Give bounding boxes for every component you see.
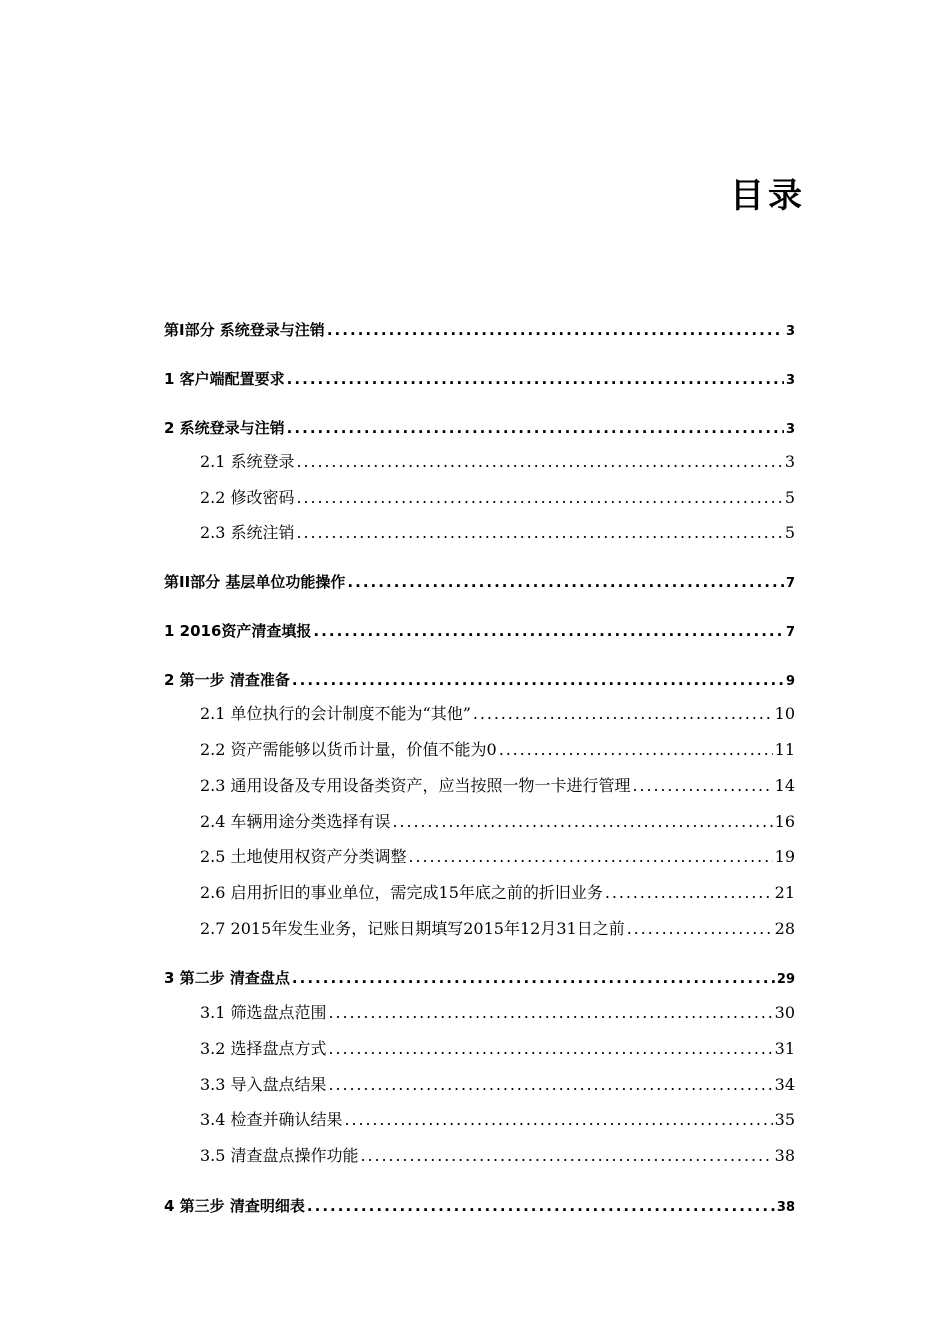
toc-leader-dots	[633, 776, 773, 796]
toc-entry[interactable]	[200, 488, 795, 508]
toc-entry-label: 2.1 单位执行的会计制度不能为“其他”	[200, 704, 471, 723]
toc-entry-label: 3.1 筛选盘点范围	[200, 1003, 327, 1022]
toc-page-number: 38	[774, 1146, 795, 1165]
toc-page-number: 28	[774, 919, 795, 938]
toc-entry[interactable]	[164, 621, 795, 643]
toc-page-number: 14	[774, 776, 795, 795]
toc-leader-dots	[627, 919, 773, 939]
toc-leader-dots	[287, 418, 784, 438]
toc-entry-label: 第I部分 系统登录与注销	[164, 321, 325, 339]
toc-page-number: 3	[785, 324, 795, 339]
toc-entry[interactable]	[200, 919, 795, 939]
toc-page-number: 21	[774, 883, 795, 902]
toc-page-number: 31	[774, 1039, 795, 1058]
toc-entry[interactable]	[164, 418, 795, 440]
toc-leader-dots	[393, 812, 773, 832]
toc-entry[interactable]	[200, 776, 795, 796]
toc-entry[interactable]	[200, 452, 795, 472]
toc-page-number: 5	[784, 523, 795, 542]
toc-entry-label: 3.5 清查盘点操作功能	[200, 1146, 359, 1165]
toc-leader-dots	[297, 488, 783, 508]
toc-leader-dots	[361, 1146, 773, 1166]
toc-entry-label: 1 2016资产清查填报	[164, 622, 312, 640]
toc-leader-dots	[473, 704, 773, 724]
toc-entry-label: 2 系统登录与注销	[164, 419, 285, 437]
toc-leader-dots	[327, 320, 784, 340]
toc-page-number: 19	[774, 847, 795, 866]
toc-page-number: 34	[774, 1075, 795, 1094]
toc-leader-dots	[292, 968, 775, 988]
toc-page-number: 16	[774, 812, 795, 831]
toc-leader-dots	[297, 452, 783, 472]
toc-entry-label: 2.2 资产需能够以货币计量，价值不能为0	[200, 740, 497, 759]
toc-entry[interactable]	[200, 847, 795, 867]
toc-leader-dots	[329, 1003, 773, 1023]
toc-leader-dots	[313, 621, 784, 641]
toc-page-number: 29	[776, 972, 795, 987]
toc-page-number: 38	[776, 1200, 795, 1215]
toc-leader-dots	[297, 523, 783, 543]
toc-entry-label: 2.3 系统注销	[200, 523, 295, 542]
toc-page-number: 30	[774, 1003, 795, 1022]
toc-entry-label: 2.2 修改密码	[200, 488, 295, 507]
toc-entry-label: 3 第二步 清查盘点	[164, 969, 290, 987]
toc-entry[interactable]	[200, 1039, 795, 1059]
toc-entry[interactable]	[164, 1196, 795, 1218]
toc-entry[interactable]	[200, 1003, 795, 1023]
toc-entry[interactable]	[200, 1075, 795, 1095]
toc-leader-dots	[329, 1075, 773, 1095]
toc-page-number: 3	[785, 373, 795, 388]
toc-entry-label: 2.1 系统登录	[200, 452, 295, 471]
toc-entry-label: 3.3 导入盘点结果	[200, 1075, 327, 1094]
toc-page-number: 5	[784, 488, 795, 507]
toc-page-number: 7	[785, 625, 795, 640]
toc-page-number: 35	[774, 1110, 795, 1129]
toc-entry[interactable]	[200, 1146, 795, 1166]
toc-leader-dots	[307, 1196, 775, 1216]
toc-entry[interactable]	[200, 1110, 795, 1130]
toc-entry[interactable]	[164, 968, 795, 990]
toc-page-number: 7	[785, 576, 795, 591]
toc-entry-label: 2.5 土地使用权资产分类调整	[200, 847, 407, 866]
toc-leader-dots	[409, 847, 773, 867]
toc-leader-dots	[329, 1039, 773, 1059]
toc-entry-label: 1 客户端配置要求	[164, 370, 285, 388]
toc-entry-label: 2.6 启用折旧的事业单位，需完成15年底之前的折旧业务	[200, 883, 603, 902]
toc-leader-dots	[287, 369, 784, 389]
toc-entry-label: 2.3 通用设备及专用设备类资产，应当按照一物一卡进行管理	[200, 776, 631, 795]
toc-entry[interactable]	[200, 883, 795, 903]
toc-entry-label: 2 第一步 清查准备	[164, 671, 290, 689]
page-title: 目录	[730, 176, 806, 216]
toc-entry[interactable]	[200, 740, 795, 760]
toc-page-number: 3	[784, 452, 795, 471]
toc-page-number: 11	[774, 740, 795, 759]
toc-entry[interactable]	[200, 704, 795, 724]
toc-entry-label: 2.4 车辆用途分类选择有误	[200, 812, 391, 831]
toc-leader-dots	[605, 883, 773, 903]
toc-page-number: 9	[785, 674, 795, 689]
toc-leader-dots	[499, 740, 773, 760]
toc-entry-label: 3.4 检查并确认结果	[200, 1110, 343, 1129]
toc-entry[interactable]	[200, 523, 795, 543]
toc-entry[interactable]	[164, 670, 795, 692]
toc-leader-dots	[347, 572, 784, 592]
toc-entry-label: 4 第三步 清查明细表	[164, 1197, 305, 1215]
toc-entry-label: 第II部分 基层单位功能操作	[164, 573, 346, 591]
toc-entry[interactable]	[200, 812, 795, 832]
toc-leader-dots	[345, 1110, 773, 1130]
toc-page-number: 3	[785, 422, 795, 437]
toc-entry[interactable]	[164, 369, 795, 391]
toc-leader-dots	[292, 670, 784, 690]
toc-entry-label: 2.7 2015年发生业务，记账日期填写2015年12月31日之前	[200, 919, 625, 938]
toc-entry[interactable]	[164, 320, 795, 342]
toc-entry[interactable]	[164, 572, 795, 594]
toc-entry-label: 3.2 选择盘点方式	[200, 1039, 327, 1058]
toc-page-number: 10	[774, 704, 795, 723]
